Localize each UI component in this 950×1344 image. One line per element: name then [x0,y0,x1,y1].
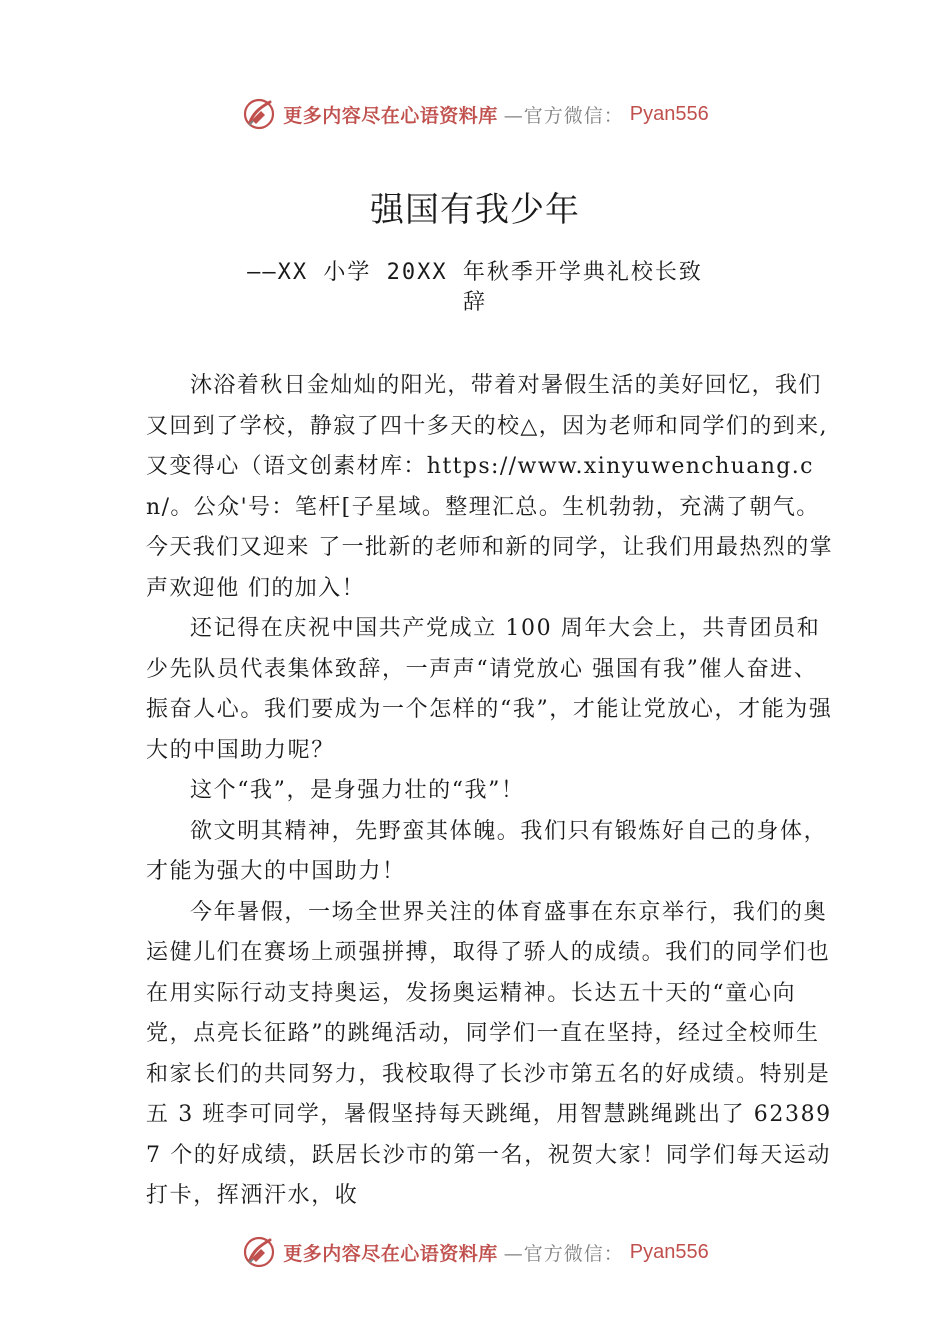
paragraph: 欲文明其精神，先野蛮其体魄。我们只有锻炼好自己的身体，才能为强大的中国助力！ [146,818,828,884]
paragraph: 还记得在庆祝中国共产党成立 100 周年大会上，共青团员和少先队员代表集体致辞，一声声“请党放心 强国有我”催人奋进、振奋人心。我们要成为一个怎样的“我”，才能让党放心，才能为强大的中国助力呢？ [146,616,833,763]
paragraph: 今年暑假，一场全世界关注的体育盛事在东京举行，我们的奥运健儿们在赛场上顽强拼搏，取得了骄人的成绩。我们的同学们也在用实际行动支持奥运，发扬奥运精神。长达五十天的“童心向党，点亮长征路”的跳绳活动，同学们一直在坚持，经过全校师生和家长们的共同努力，我校取得了长沙市第五名的好成绩。特别是五 3 班李可同学，暑假坚持每天跳绳，用智慧跳绳跳出了 623897 个的好成绩，跃居长沙市的第一名，祝贺大家！同学们每天运动打卡，挥洒汗水，收 [146,899,832,1208]
banner-site-text: 更多内容尽在心语资料库 [283,104,498,127]
banner-wechat-id: Pyan556 [629,102,709,125]
footer-banner [0,1230,950,1274]
document-title: 强国有我少年 [370,190,580,230]
document-body [146,366,834,1217]
pen-logo-icon [241,1234,277,1270]
paragraph: 沐浴着秋日金灿灿的阳光，带着对暑假生活的美好回忆，我们又回到了学校，静寂了四十多天的校△，因为老师和同学们的到来,又变得心（语文创素材库：https://www.xinyuwenchuang.cn/。公众'号：笔杆[子星域。整理汇总。生机勃勃，充满了朝气。今天我们又迎来 了一批新的老师和新的同学，让我们用最热烈的掌声欢迎他 们的加入！ [146,373,833,601]
pen-logo-icon [241,96,277,132]
banner-wechat-id: Pyan556 [629,1240,709,1263]
banner-wechat-label: —官方微信： [503,1242,624,1265]
subtitle-line-2: 辞 [462,290,487,315]
banner-site-text: 更多内容尽在心语资料库 [283,1242,498,1265]
paragraph: 这个“我”，是身强力壮的“我”！ [190,778,525,803]
subtitle-line-1: ——XX 小学 20XX 年秋季开学典礼校长致 [247,260,703,285]
banner-wechat-label: —官方微信： [503,104,624,127]
document-subtitle [0,258,950,318]
header-banner [0,92,950,136]
